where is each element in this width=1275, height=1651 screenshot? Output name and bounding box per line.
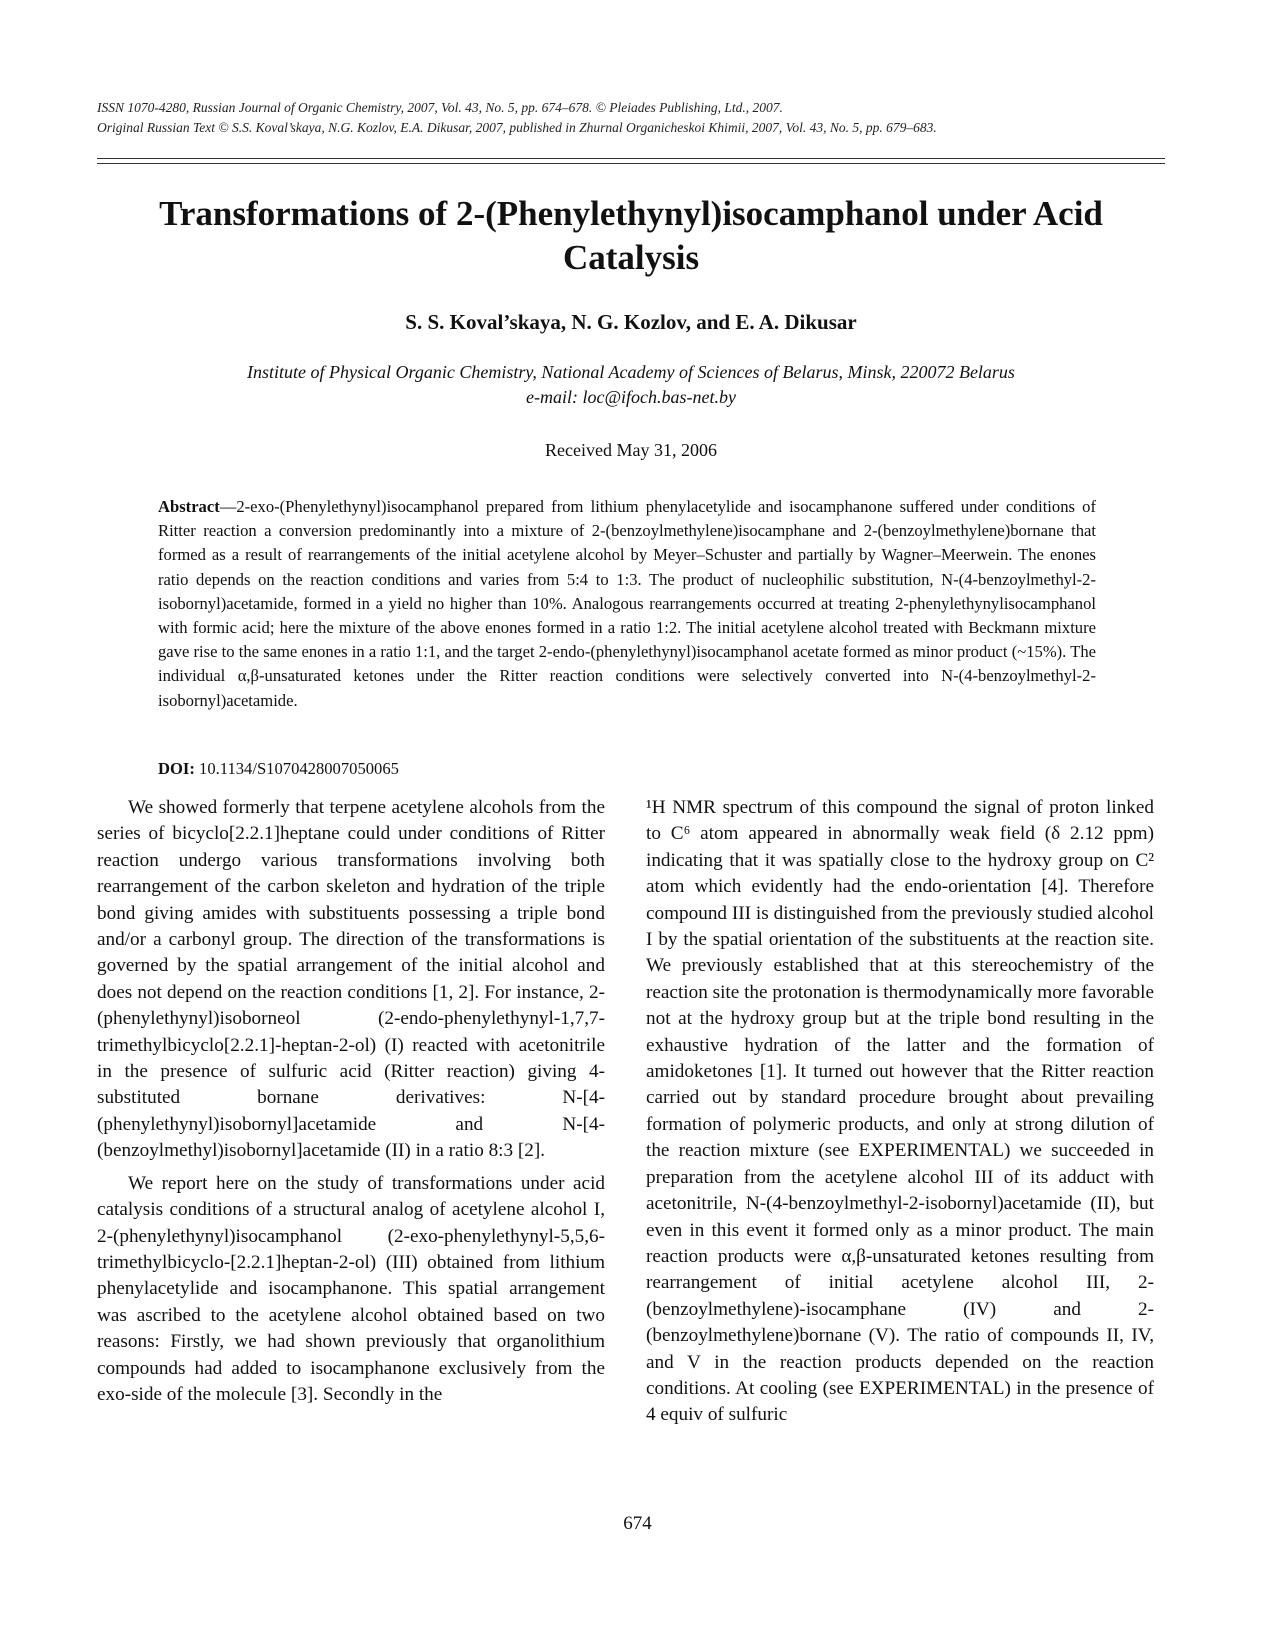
abstract-text: —2-exo-(Phenylethynyl)isocamphanol prepared from lithium phenylacetylide and isocamphanone suffered under conditions of Ritter reaction a conversion predominantly into a mixture of 2-(benzoylmethylene)isocamphane and 2-(benzoylmethylene)bornane that formed as a result of rearrangements of the initial acetylene alcohol by Meyer–Schuster and partially by Wagner–Meerwein. The enones ratio depends on the reaction conditions and varies from 5:4 to 1:3. The product of nucleophilic substitution, N-(4-benzoylmethyl-2-isobornyl)acetamide, formed in a yield no higher than 10%. Analogous rearrangements occurred at treating 2-phenylethynylisocamphanol with formic acid; here the mixture of the above enones formed in a ratio 1:2. The initial acetylene alcohol treated with Beckmann mixture gave rise to the same enones in a ratio 1:1, and the target 2-endo-(phenylethynyl)isocamphanol acetate formed as minor product (~15%). The individual α,β-unsaturated ketones under the Ritter reaction conditions were selectively converted into N-(4-benzoylmethyl-2-isobornyl)acetamide. (158, 497, 1096, 710)
right-column (646, 795, 1154, 1435)
article-title (97, 192, 1165, 280)
abstract-label: Abstract (158, 497, 220, 516)
doi-label: DOI: (158, 759, 195, 778)
doi (158, 757, 399, 781)
email: e-mail: loc@ifoch.bas-net.by (526, 387, 736, 407)
article-title-line-1: Transformations of 2-(Phenylethynyl)isocamphanol under Acid (159, 194, 1103, 233)
paragraph: We report here on the study of transformations under acid catalysis conditions of a structural analog of acetylene alcohol I, 2-(phenylethynyl)isocamphanol (2-exo-phenylethynyl-5,5,6-trimethylbicyclo-[2.2.1]heptan-2-ol) (III) obtained from lithium phenylacetylide and isocamphanone. This spatial arrangement was ascribed to the acetylene alcohol obtained based on two reasons: Firstly, we had shown previously that organolithium compounds had added to isocamphanone exclusively from the exo-side of the molecule [3]. Secondly in the (97, 1172, 605, 1405)
doi-value: 10.1134/S1070428007050065 (199, 759, 399, 778)
page-number: 674 (623, 1513, 652, 1534)
header-rule-bottom (97, 163, 1165, 164)
header-rule-top (97, 158, 1165, 159)
authors: S. S. Koval’skaya, N. G. Kozlov, and E. A. Dikusar (405, 310, 857, 334)
left-column (97, 795, 605, 1414)
article-title-line-2: Catalysis (562, 238, 700, 277)
paragraph: We showed formerly that terpene acetylene alcohols from the series of bicyclo[2.2.1]heptane could under conditions of Ritter reaction undergo various transformations involving both rearrangement of the carbon skeleton and hydration of the triple bond giving amides with substituents possessing a triple bond and/or a carbonyl group. The direction of the transformations is governed by the spatial arrangement of the initial alcohol and does not depend on the reaction conditions [1, 2]. For instance, 2-(phenylethynyl)isoborneol (2-endo-phenylethynyl-1,7,7-trimethylbicyclo[2.2.1]-heptan-2-ol) (I) reacted with acetonitrile in the presence of sulfuric acid (Ritter reaction) giving 4-substituted bornane derivatives: N-[4-(phenylethynyl)isobornyl]acetamide and N-[4-(benzoylmethyl)isobornyl]acetamide (II) in a ratio 8:3 [2]. (97, 797, 605, 1162)
journal-citation-line: ISSN 1070-4280, Russian Journal of Organic Chemistry, 2007, Vol. 43, No. 5, pp. 674–678. © Pleiades Publishing, Ltd., 2007. (97, 100, 783, 115)
paragraph: ¹H NMR spectrum of this compound the signal of proton linked to C⁶ atom appeared in abnormally weak field (δ 2.12 ppm) indicating that it was spatially close to the hydroxy group on C² atom which evidently had the endo-orientation [4]. Therefore compound III is distinguished from the previously studied alcohol I by the spatial orientation of the substituents at the reaction site. We previously established that at this stereochemistry of the reaction site the protonation is thermodynamically more favorable not at the hydroxy group but at the triple bond resulting in the exhaustive hydration of the latter and the formation of amidoketones [1]. It turned out however that the Ritter reaction carried out by standard procedure brought about prevailing formation of polymeric products, and only at strong dilution of the reaction mixture (see EXPERIMENTAL) we succeeded in preparation from the acetylene alcohol III of its adduct with acetonitrile, N-(4-benzoylmethyl-2-isobornyl)acetamide (II), but even in this event it formed only as a minor product. The main reaction products were α,β-unsaturated ketones resulting from rearrangement of initial acetylene alcohol III, 2-(benzoylmethylene)-isocamphane (IV) and 2-(benzoylmethylene)bornane (V). The ratio of compounds II, IV, and V in the reaction products depended on the reaction conditions. At cooling (see EXPERIMENTAL) in the presence of 4 equiv of sulfuric (646, 797, 1154, 1426)
affiliation: Institute of Physical Organic Chemistry, National Academy of Sciences of Belarus, Minsk, 220072 Belarus (247, 362, 1015, 382)
abstract (158, 495, 1096, 713)
affiliation-block (97, 360, 1165, 410)
received-date: Received May 31, 2006 (545, 440, 717, 460)
original-text-line: Original Russian Text © S.S. Koval’skaya, N.G. Kozlov, E.A. Dikusar, 2007, published in Zhurnal Organicheskoi Khimii, 2007, Vol. 43, No. 5, pp. 679–683. (97, 120, 937, 135)
